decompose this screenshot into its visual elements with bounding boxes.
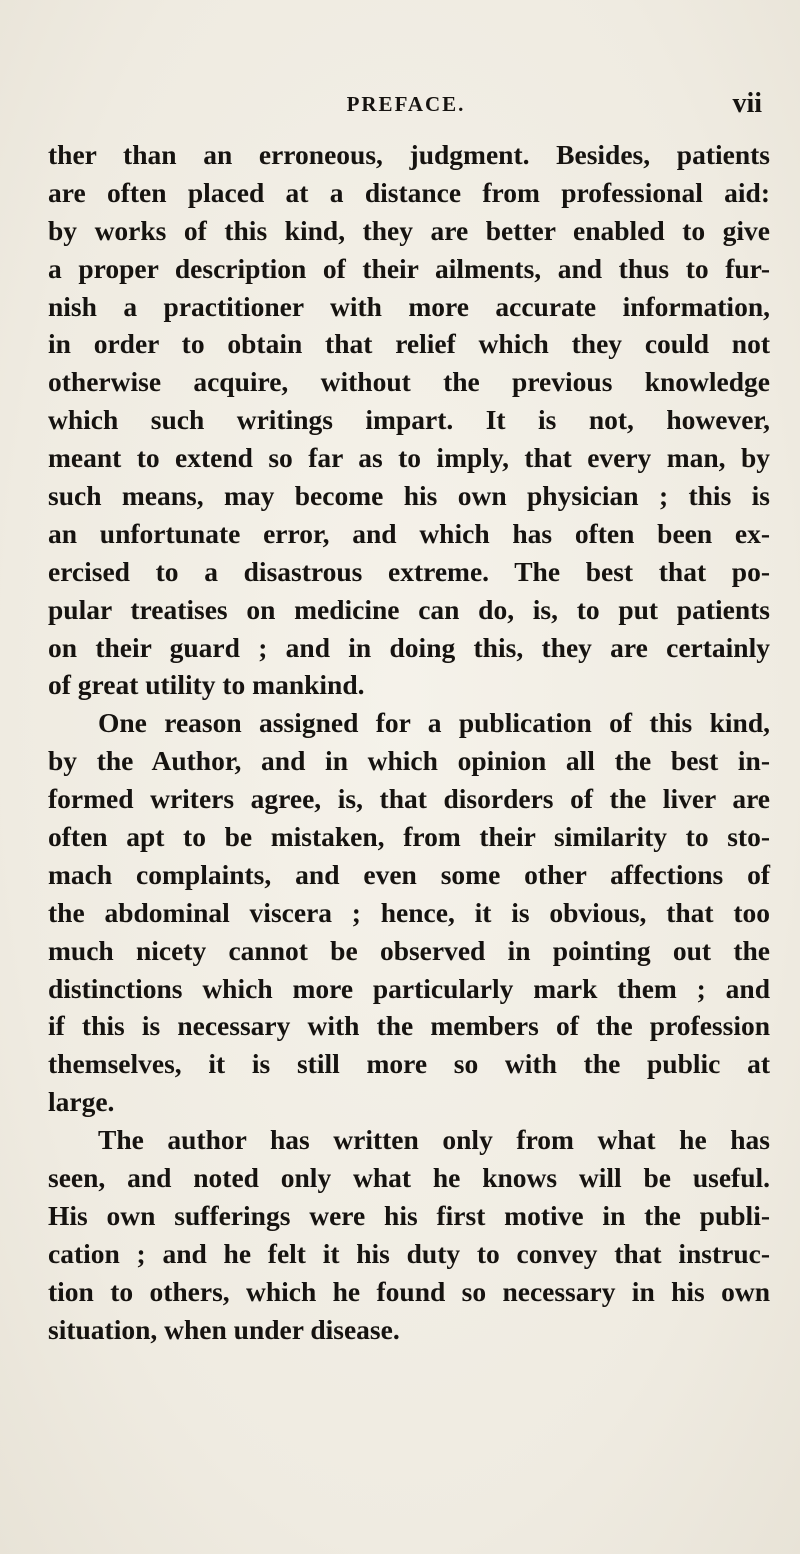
text-line: otherwise acquire, without the previous knowledge: [48, 366, 770, 398]
text-line: often apt to be mistaken, from their similarity to sto-: [48, 821, 770, 853]
text-line: such means, may become his own physician ; this is: [48, 480, 770, 512]
text-line: the abdominal viscera ; hence, it is obvious, that too: [48, 896, 770, 928]
text-line: on their guard ; and in doing this, they are certainly: [48, 631, 770, 663]
text-line: nish a practitioner with more accurate information,: [48, 290, 770, 322]
text-line: His own sufferings were his first motive in the publi-: [48, 1199, 770, 1231]
text-line: ercised to a disastrous extreme. The best that po-: [48, 555, 770, 587]
text-line: large.: [48, 1086, 115, 1118]
text-line: much nicety cannot be observed in pointing out the: [48, 934, 770, 966]
text-line: ther than an erroneous, judgment. Besides, patients: [48, 139, 770, 170]
text-line: a proper description of their ailments, and thus to fur-: [48, 252, 770, 284]
text-line: by the Author, and in which opinion all the best in-: [48, 745, 770, 777]
text-line: formed writers agree, is, that disorders of the liver are: [48, 783, 770, 815]
text-line: seen, and noted only what he knows will be useful.: [48, 1162, 770, 1194]
text-line: mach complaints, and even some other affections of: [48, 858, 770, 890]
text-line: One reason assigned for a publication of this kind,: [98, 707, 770, 739]
text-line: The author has written only from what he has: [98, 1124, 770, 1156]
text-line: themselves, it is still more so with the public at: [48, 1048, 770, 1080]
page-number: vii: [732, 88, 762, 119]
text-line: by works of this kind, they are better enabled to give: [48, 214, 770, 246]
text-line: an unfortunate error, and which has often been ex-: [48, 517, 770, 549]
text-line: of great utility to mankind.: [48, 669, 365, 701]
text-line: pular treatises on medicine can do, is, to put patients: [48, 593, 770, 625]
text-line: are often placed at a distance from professional aid:: [48, 176, 770, 208]
text-line: in order to obtain that relief which they could not: [48, 328, 770, 360]
running-head: [48, 88, 764, 128]
text-line: distinctions which more particularly mark them ; and: [48, 972, 770, 1004]
text-line: tion to others, which he found so necessary in his own: [48, 1275, 770, 1307]
text-line: meant to extend so far as to imply, that every man, by: [48, 442, 770, 474]
body-text: [48, 136, 770, 1349]
text-line: situation, when under disease.: [48, 1313, 400, 1345]
text-line: if this is necessary with the members of the profession: [48, 1010, 770, 1042]
text-line: cation ; and he felt it his duty to convey that instruc-: [48, 1237, 770, 1269]
running-title: PREFACE.: [346, 92, 466, 116]
text-line: which such writings impart. It is not, however,: [48, 404, 770, 436]
